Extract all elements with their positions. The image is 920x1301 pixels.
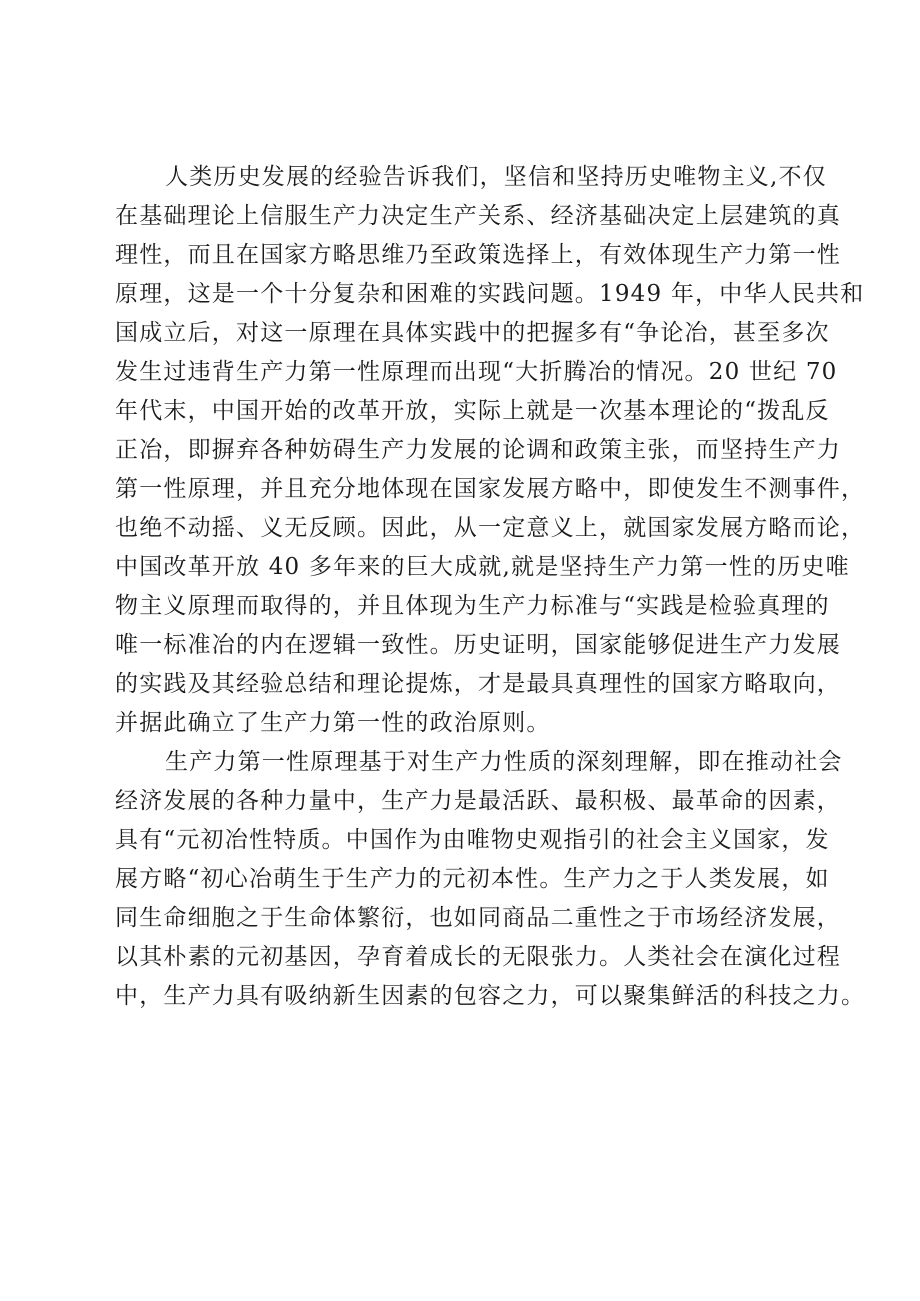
paragraph-2 (115, 743, 866, 1016)
text-line: 在基础理论上信服生产力决定生产关系、经济基础决定上层建筑的真 (115, 203, 841, 229)
text-line: 原理，这是一个十分复杂和困难的实践问题。1949 年，中华人民共和 (115, 281, 865, 307)
text-line: 第一性原理，并且充分地体现在国家发展方略中，即使发生不测事件， (115, 476, 866, 502)
body-text (115, 158, 866, 1016)
text-line: 并据此确立了生产力第一性的政治原则。 (115, 710, 551, 736)
text-line: 的实践及其经验总结和理论提炼，才是最具真理性的国家方略取向， (115, 671, 841, 697)
text-line: 正冶，即摒弃各种妨碍生产力发展的论调和政策主张，而坚持生产力 (115, 437, 841, 463)
text-line: 发生过违背生产力第一性原理而出现“大折腾冶的情况。20 世纪 70 (115, 359, 838, 385)
text-line: 人类历史发展的经验告诉我们，坚信和坚持历史唯物主义,不仅 (165, 164, 827, 190)
text-line: 物主义原理而取得的，并且体现为生产力标准与“实践是检验真理的 (115, 593, 830, 619)
text-line: 国成立后，对这一原理在具体实践中的把握多有“争论冶，甚至多次 (115, 320, 830, 346)
text-line: 唯一标准冶的内在逻辑一致性。历史证明，国家能够促进生产力发展 (115, 632, 841, 658)
text-line: 展方略“初心冶萌生于生产力的元初本性。生产力之于人类发展，如 (115, 866, 830, 892)
text-line: 经济发展的各种力量中，生产力是最活跃、最积极、最革命的因素， (115, 788, 841, 814)
text-line: 以其朴素的元初基因，孕育着成长的无限张力。人类社会在演化过程 (115, 944, 841, 970)
text-line: 中国改革开放 40 多年来的巨大成就,就是坚持生产力第一性的历史唯 (115, 554, 850, 580)
text-line: 具有“元初冶性特质。中国作为由唯物史观指引的社会主义国家，发 (115, 827, 830, 853)
text-line: 同生命细胞之于生命体繁衍，也如同商品二重性之于市场经济发展， (115, 905, 841, 931)
text-line: 也绝不动摇、义无反顾。因此，从一定意义上，就国家发展方略而论， (115, 515, 866, 541)
text-line: 年代末，中国开始的改革开放，实际上就是一次基本理论的“拨乱反 (115, 398, 830, 424)
text-line: 生产力第一性原理基于对生产力性质的深刻理解，即在推动社会 (165, 749, 843, 775)
text-line: 中，生产力具有吸纳新生因素的包容之力，可以聚集鲜活的科技之力。 (115, 983, 866, 1009)
paragraph-1 (115, 158, 866, 743)
text-line: 理性，而且在国家方略思维乃至政策选择上，有效体现生产力第一性 (115, 242, 841, 268)
